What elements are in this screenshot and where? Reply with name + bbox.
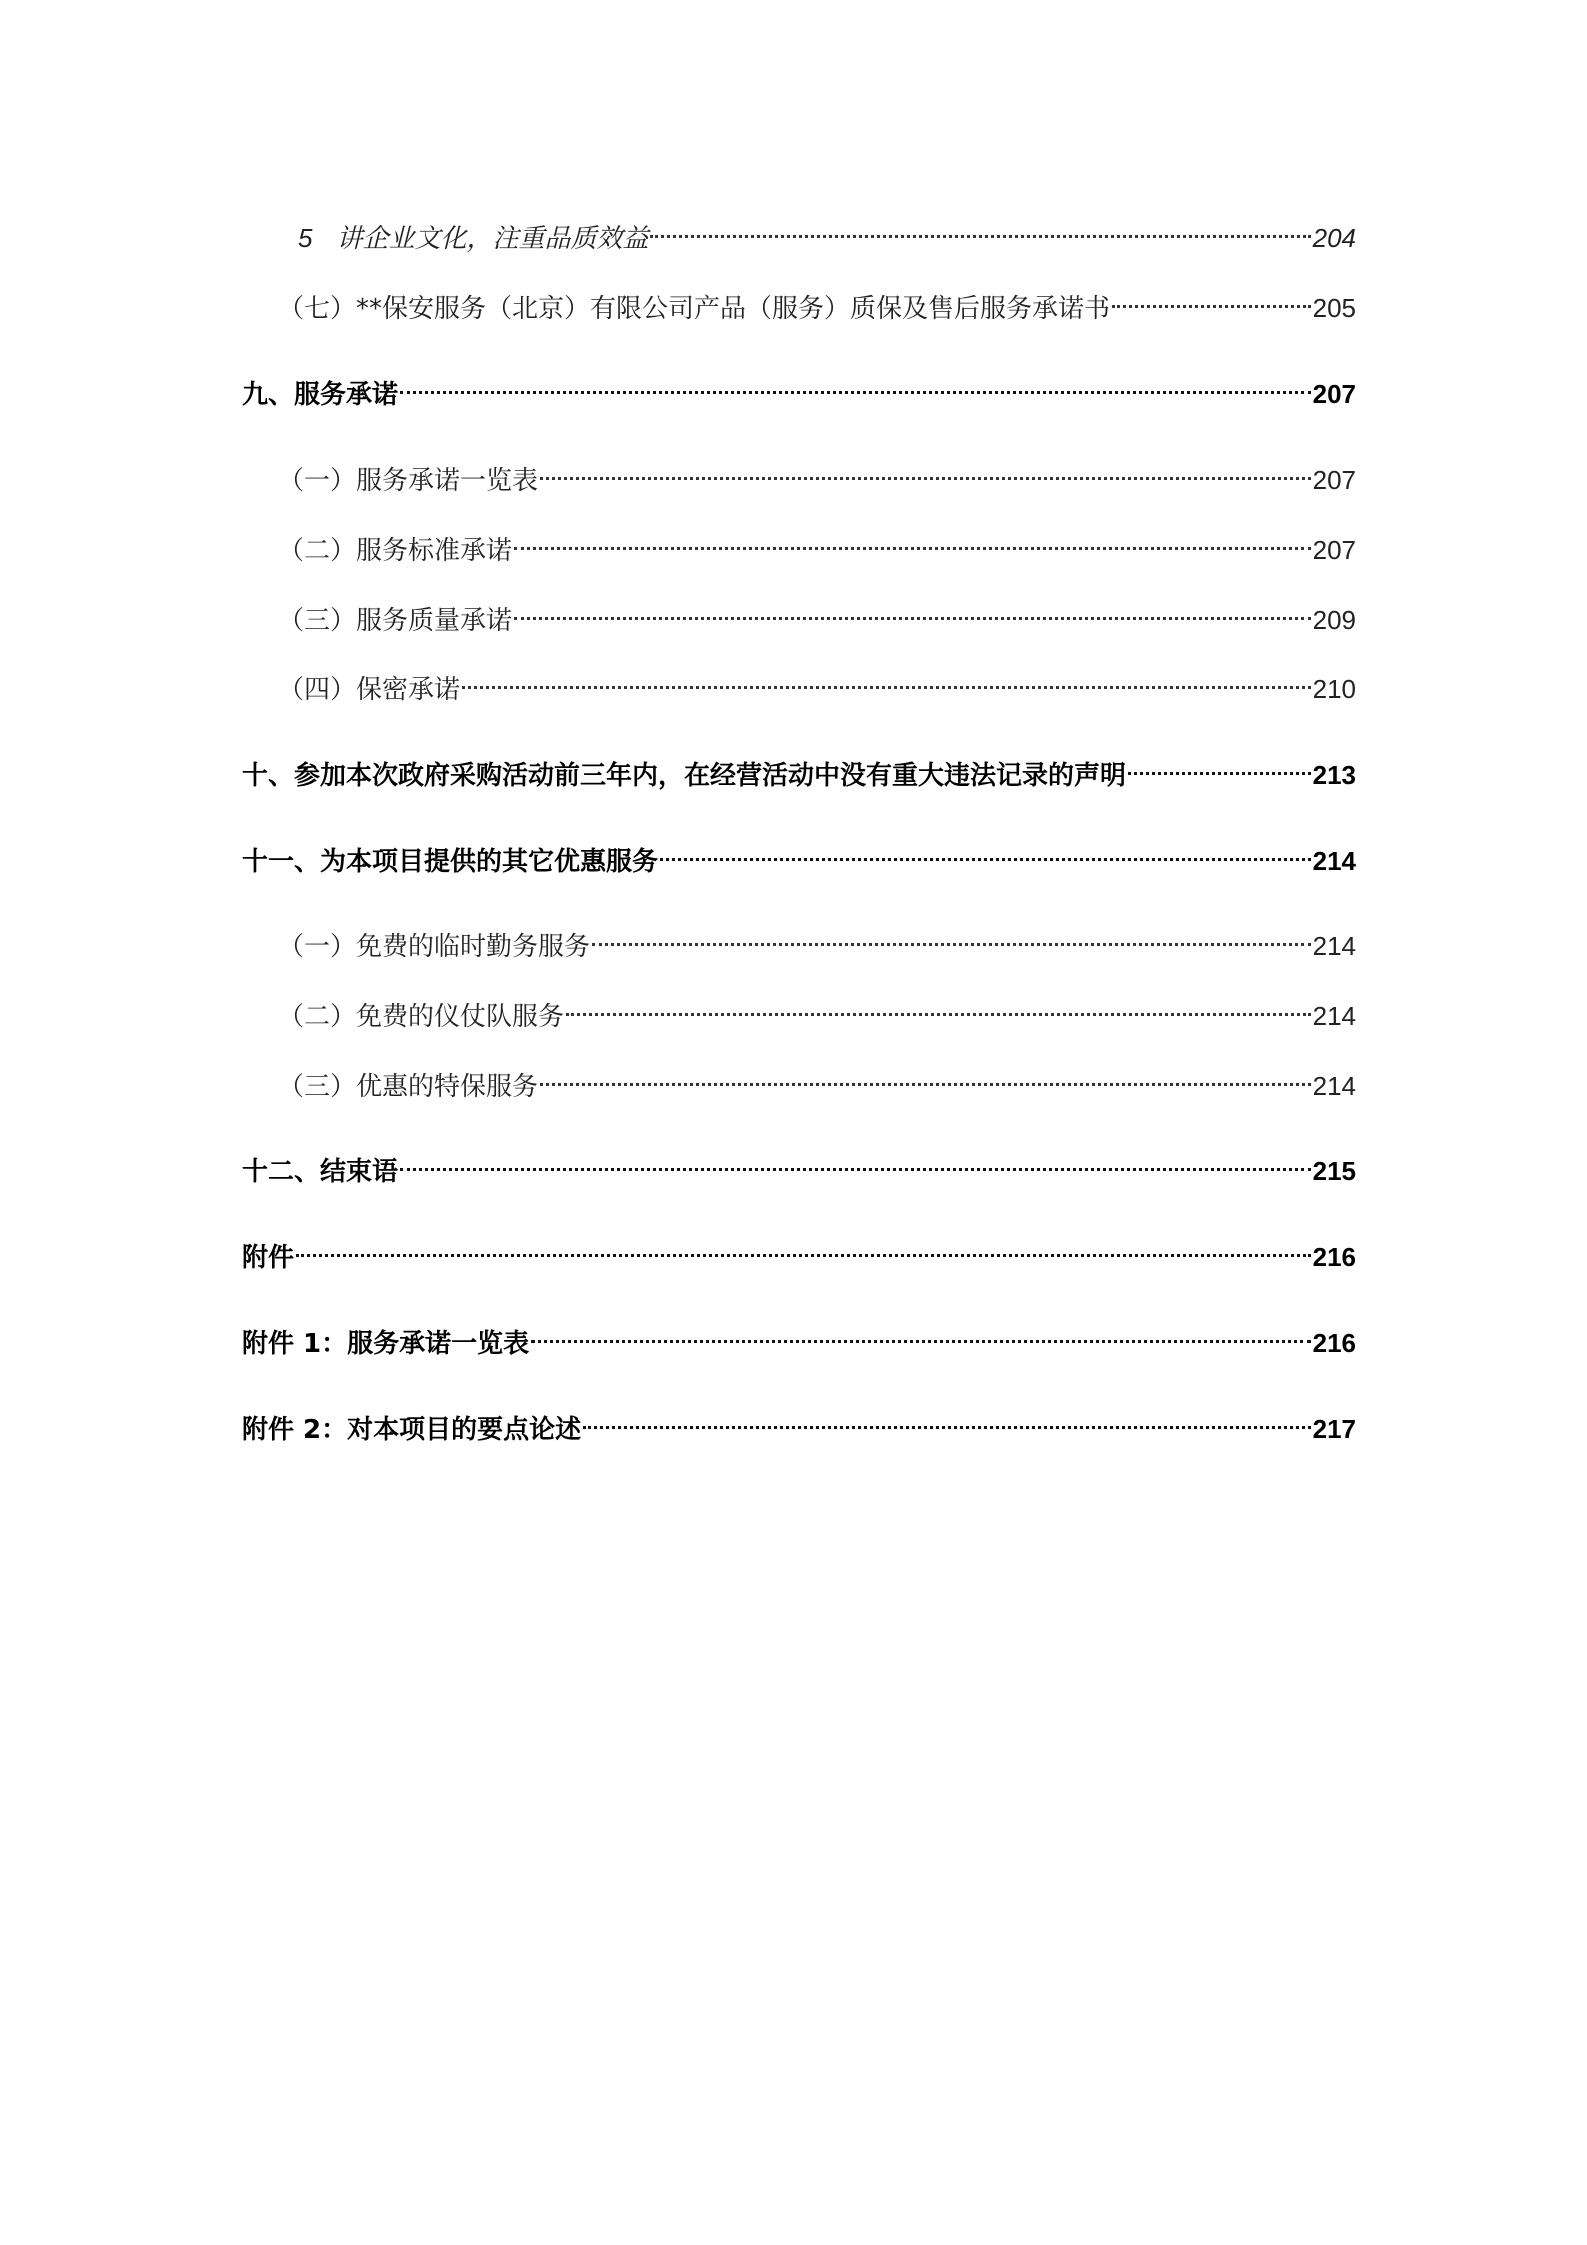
toc-entry-title: 附件 1：服务承诺一览表 <box>242 1329 530 1359</box>
toc-dot-leader <box>650 235 1310 238</box>
toc-page-number: 217 <box>1312 1414 1356 1444</box>
toc-page-number: 204 <box>1312 223 1356 253</box>
toc-entry-appendix-2[interactable] <box>242 1409 1356 1449</box>
toc-dot-leader <box>583 1426 1310 1429</box>
toc-page-number: 216 <box>1312 1242 1356 1272</box>
toc-page-number: 207 <box>1312 379 1356 409</box>
toc-entry-7-warranty-commitment[interactable] <box>278 288 1356 328</box>
toc-entry-title: （七）**保安服务（北京）有限公司产品（服务）质保及售后服务承诺书 <box>278 294 1111 324</box>
toc-entry-title: （四）保密承诺 <box>278 675 461 705</box>
toc-entry-appendix-1[interactable] <box>242 1323 1356 1363</box>
toc-entry-9-4[interactable] <box>278 669 1356 709</box>
toc-entry-title: （二）免费的仪仗队服务 <box>278 1002 565 1032</box>
toc-entry-title: （二）服务标准承诺 <box>278 536 513 566</box>
toc-entry-title: 附件 2：对本项目的要点论述 <box>242 1415 582 1445</box>
toc-dot-leader <box>566 1013 1311 1016</box>
toc-entry-appendix[interactable] <box>242 1237 1356 1277</box>
toc-dot-leader <box>540 1083 1311 1086</box>
toc-entry-9-1[interactable] <box>278 460 1356 500</box>
toc-entry-label <box>298 218 648 259</box>
toc-dot-leader <box>660 858 1311 861</box>
toc-page-number: 213 <box>1312 760 1356 790</box>
toc-page-number: 205 <box>1312 293 1356 323</box>
toc-dot-leader <box>514 617 1311 620</box>
toc-entry-chapter-9[interactable] <box>242 374 1356 414</box>
toc-page-number: 214 <box>1312 1071 1356 1101</box>
toc-entry-11-2[interactable] <box>278 996 1356 1036</box>
toc-dot-leader <box>296 1254 1311 1257</box>
toc-entry-chapter-10[interactable] <box>242 755 1356 795</box>
toc-entry-title: 十、参加本次政府采购活动前三年内，在经营活动中没有重大违法记录的声明 <box>242 761 1127 791</box>
toc-page-number: 216 <box>1312 1328 1356 1358</box>
toc-entry-title: 十一、为本项目提供的其它优惠服务 <box>242 847 659 877</box>
toc-entry-11-1[interactable] <box>278 926 1356 966</box>
toc-dot-leader <box>1112 305 1311 308</box>
toc-dot-leader <box>514 547 1311 550</box>
toc-page-number: 209 <box>1312 605 1356 635</box>
toc-entry-title: （三）优惠的特保服务 <box>278 1072 539 1102</box>
toc-entry-9-3[interactable] <box>278 600 1356 640</box>
toc-entry-11-3[interactable] <box>278 1066 1356 1106</box>
toc-page-number: 210 <box>1312 674 1356 704</box>
toc-dot-leader <box>531 1340 1310 1343</box>
toc-page-number: 214 <box>1312 846 1356 876</box>
toc-dot-leader <box>1128 772 1311 775</box>
toc-entry-title: （一）免费的临时勤务服务 <box>278 932 591 962</box>
toc-entry-title: 九、服务承诺 <box>242 380 399 410</box>
toc-page-number: 215 <box>1312 1156 1356 1186</box>
toc-page-number: 214 <box>1312 1001 1356 1031</box>
toc-entry-title: 十二、结束语 <box>242 1157 399 1187</box>
toc-page-number: 207 <box>1312 465 1356 495</box>
toc-entry-9-2[interactable] <box>278 530 1356 570</box>
toc-entry-number: 5 <box>298 223 313 253</box>
toc-dot-leader <box>540 477 1311 480</box>
toc-dot-leader <box>400 391 1311 394</box>
toc-entry-title: （一）服务承诺一览表 <box>278 466 539 496</box>
toc-entry-title: （三）服务质量承诺 <box>278 606 513 636</box>
toc-page-number: 214 <box>1312 931 1356 961</box>
toc-entry-chapter-11[interactable] <box>242 841 1356 881</box>
toc-page-number: 207 <box>1312 535 1356 565</box>
toc-entry-5-corporate-culture[interactable] <box>298 218 1356 258</box>
toc-entry-chapter-12[interactable] <box>242 1151 1356 1191</box>
toc-dot-leader <box>592 943 1311 946</box>
toc-dot-leader <box>462 686 1311 689</box>
toc-dot-leader <box>400 1168 1311 1171</box>
toc-entry-title: 附件 <box>242 1243 295 1273</box>
toc-entry-title: 讲企业文化，注重品质效益 <box>336 224 649 254</box>
